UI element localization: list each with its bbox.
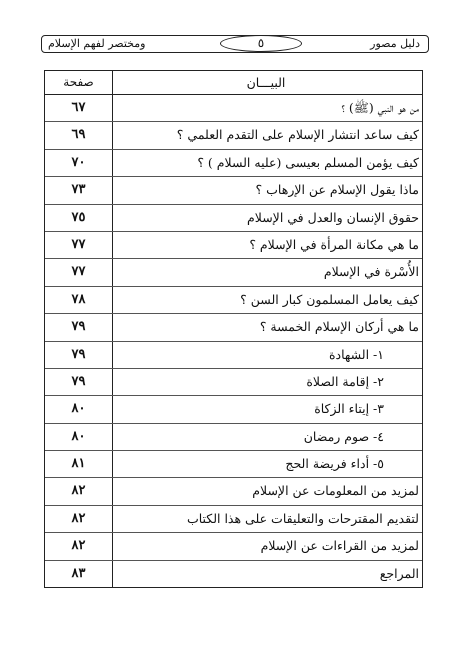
toc-entry-page: ٧٩ (71, 346, 86, 362)
toc-entry-page: ٧٨ (71, 291, 86, 307)
toc-entry-title: ماذا يقول الإسلام عن الإرهاب ؟ (112, 177, 422, 203)
toc-entry-page: ٦٧ (71, 100, 86, 115)
toc-entry-page: ٧٧ (71, 236, 86, 252)
toc-row[interactable] (45, 369, 422, 396)
header-book-title: دليل مصور (370, 37, 420, 50)
toc-row[interactable] (45, 478, 422, 505)
toc-page-column-header: صفحة (63, 75, 94, 89)
table-of-contents (44, 70, 423, 588)
toc-entry-title: ما هي أركان الإسلام الخمسة ؟ (112, 314, 422, 340)
toc-row[interactable] (45, 95, 422, 122)
toc-entry-title: ٢- إقامة الصلاة (112, 369, 422, 395)
toc-entry-page: ٧٣ (71, 182, 86, 198)
toc-entry-page: ٨٢ (71, 483, 86, 499)
toc-entry-title: المراجع (112, 561, 422, 587)
toc-row[interactable] (45, 314, 422, 341)
toc-row[interactable] (45, 150, 422, 177)
toc-entry-title: لتقديم المقترحات والتعليقات على هذا الكتاب (112, 506, 422, 532)
toc-entry-page: ٨٢ (71, 538, 86, 554)
toc-entry-page: ٧٥ (71, 209, 86, 225)
toc-row[interactable] (45, 506, 422, 533)
toc-row[interactable] (45, 533, 422, 560)
toc-entry-title: كيف ساعد انتشار الإسلام على التقدم العلمي ؟ (112, 122, 422, 148)
toc-entry-title: الأُسْرة في الإسلام (112, 259, 422, 285)
toc-row[interactable] (45, 177, 422, 204)
toc-entry-title: ٤- صوم رمضان (112, 424, 422, 450)
toc-row[interactable] (45, 122, 422, 149)
toc-entry-title: كيف يؤمن المسلم بعيسى (عليه السلام ) ؟ (112, 150, 422, 176)
toc-entry-title: ١- الشهادة (112, 342, 422, 368)
toc-entry-page: ٨٠ (71, 401, 86, 417)
toc-entry-title: ٣- إيتاء الزكاة (112, 396, 422, 422)
toc-entry-page: ٧٩ (71, 373, 86, 389)
toc-entry-title: من هو النبي (ﷺ) ؟ (112, 95, 422, 121)
toc-row[interactable] (45, 259, 422, 286)
toc-row[interactable] (45, 561, 422, 587)
page-number-badge: ٥ (220, 35, 302, 52)
toc-row[interactable] (45, 232, 422, 259)
toc-row[interactable] (45, 342, 422, 369)
toc-entry-page: ٧٧ (71, 264, 86, 280)
toc-title-column-header: البيـــان (112, 71, 422, 94)
toc-header-row (45, 71, 422, 95)
toc-entry-title: ما هي مكانة المرأة في الإسلام ؟ (112, 232, 422, 258)
toc-entry-title: لمزيد من القراءات عن الإسلام (112, 533, 422, 559)
toc-entry-title: كيف يعامل المسلمون كبار السن ؟ (112, 287, 422, 313)
toc-entry-title: ٥- أداء فريضة الحج (112, 451, 422, 477)
toc-entry-page: ٨٢ (71, 510, 86, 526)
toc-entry-title: لمزيد من المعلومات عن الإسلام (112, 478, 422, 504)
toc-entry-page: ٧٩ (71, 319, 86, 335)
toc-entry-page: ٨٣ (71, 565, 86, 581)
toc-row[interactable] (45, 451, 422, 478)
toc-entry-page: ٦٩ (71, 127, 86, 143)
page-header (41, 35, 429, 53)
toc-entry-page: ٨٠ (71, 428, 86, 444)
toc-row[interactable] (45, 396, 422, 423)
toc-row[interactable] (45, 424, 422, 451)
toc-entry-title: حقوق الإنسان والعدل في الإسلام (112, 205, 422, 231)
toc-entry-page: ٧٠ (71, 154, 86, 170)
toc-row[interactable] (45, 205, 422, 232)
toc-entry-page: ٨١ (71, 456, 86, 472)
header-book-subtitle: ومختصر لفهم الإسلام (48, 37, 146, 50)
toc-row[interactable] (45, 287, 422, 314)
